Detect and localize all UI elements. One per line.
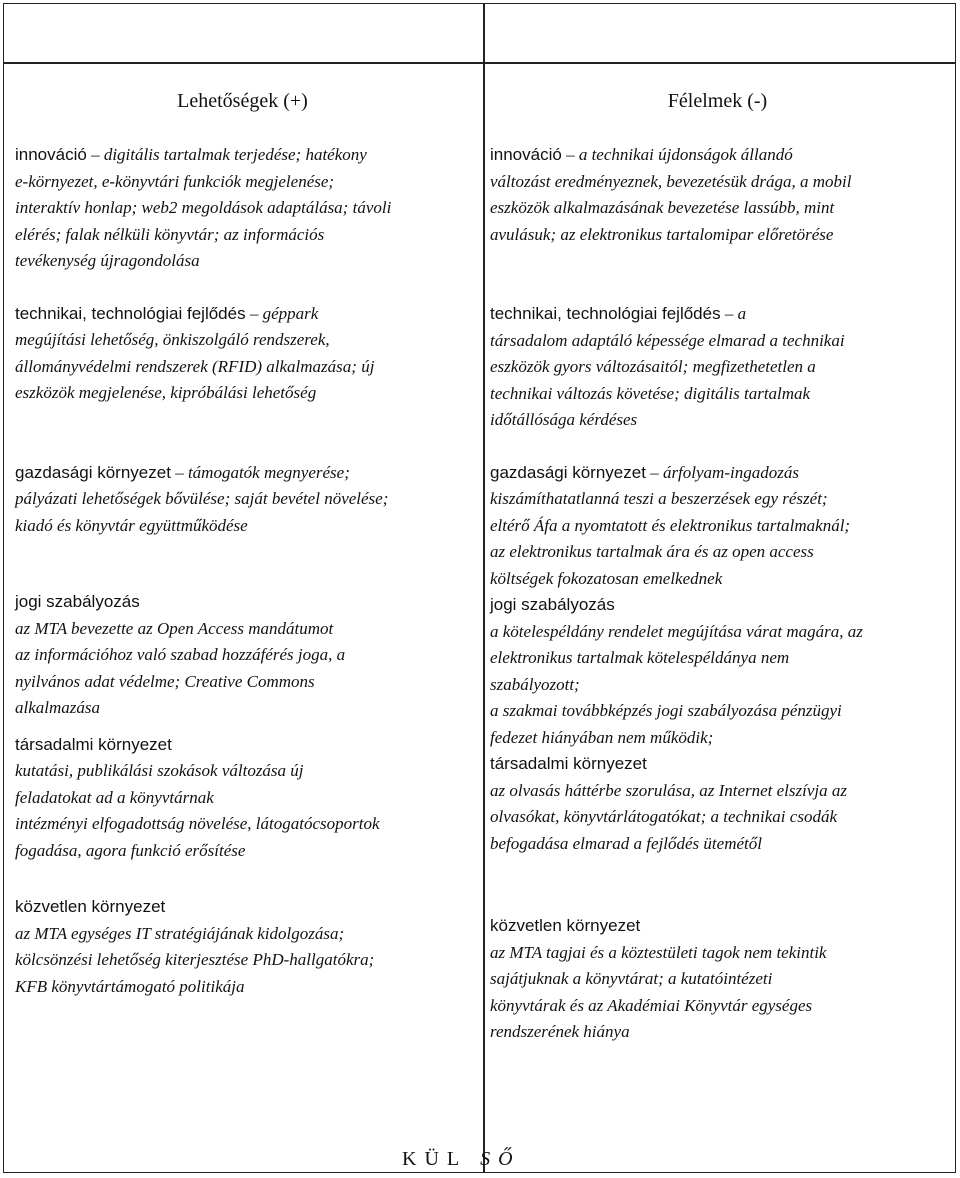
left-tech-keyword: technikai, technológiai fejlődés bbox=[15, 303, 246, 323]
right-kozv-block bbox=[490, 913, 945, 1046]
threats-title: Félelmek (-) bbox=[667, 90, 768, 112]
left-kozv-keyword: közvetlen környezet bbox=[15, 897, 166, 916]
left-kozv-line: kölcsönzési lehetőség kiterjesztése PhD-hallgatókra; bbox=[15, 950, 375, 969]
left-gazd-keyword: gazdasági környezet bbox=[15, 462, 171, 482]
right-gazd-block bbox=[490, 460, 945, 593]
right-gazd-line: az elektronikus tartalmak ára és az open access bbox=[490, 542, 814, 561]
right-kozv-line: könyvtárak és az Akadémiai Könyvtár egységes bbox=[490, 995, 813, 1015]
left-kozv-block bbox=[15, 894, 470, 1000]
right-tars-line: olvasókat, könyvtárlátogatókat; a technikai csodák bbox=[490, 807, 837, 826]
right-tars-line: az olvasás háttérbe szorulása, az Internet elszívja az bbox=[490, 780, 847, 800]
right-innovacio-line: eszközök alkalmazásának bevezetése lassúbb, mint bbox=[490, 198, 835, 217]
left-innovacio-keyword: innováció bbox=[15, 145, 87, 164]
left-gazd-block bbox=[15, 460, 470, 540]
right-jogi-block bbox=[490, 592, 945, 751]
right-jogi-line: elektronikus tartalmak kötelespéldánya nem bbox=[490, 648, 790, 667]
right-tech-line: időtállósága kérdéses bbox=[490, 410, 638, 429]
right-tech-line: technikai változás követése; digitális tartalmak bbox=[490, 383, 811, 403]
right-gazd-keyword: gazdasági környezet bbox=[490, 462, 646, 482]
left-gazd-line: pályázati lehetőségek bővülése; saját bevétel növelése; bbox=[15, 489, 389, 508]
right-tech-line: társadalom adaptáló képessége elmarad a technikai bbox=[490, 330, 845, 350]
left-tech-line: eszközök megjelenése, kipróbálási lehetőség bbox=[15, 383, 317, 402]
right-kozv-line: sajátjuknak a könyvtárat; a kutatóintézeti bbox=[490, 969, 773, 988]
left-innovacio-line: – digitális tartalmak terjedése; hatékony bbox=[86, 145, 367, 164]
footer-part1: KÜL bbox=[402, 1148, 468, 1170]
left-tars-line: fogadása, agora funkció erősítése bbox=[15, 840, 246, 860]
right-tech-keyword: technikai, technológiai fejlődés bbox=[490, 304, 721, 323]
column-divider bbox=[483, 4, 485, 1172]
right-tech-line: eszközök gyors változásaitól; megfizethetetlen a bbox=[490, 357, 816, 376]
right-innovacio-keyword: innováció bbox=[490, 145, 562, 164]
left-tech-line: állományvédelmi rendszerek (RFID) alkalmazása; új bbox=[15, 356, 375, 376]
left-kozv-line: KFB könyvtártámogató politikája bbox=[15, 976, 245, 996]
left-kozv-line: az MTA egységes IT stratégiájának kidolgozása; bbox=[15, 923, 345, 943]
right-tars-block bbox=[490, 751, 945, 857]
right-gazd-line: eltérő Áfa a nyomtatott és elektronikus tartalmaknál; bbox=[490, 515, 851, 535]
right-jogi-line: szabályozott; bbox=[490, 674, 580, 694]
right-innovacio-line: változást eredményeznek, bevezetésük drága, a mobil bbox=[490, 171, 852, 191]
left-jogi-keyword: jogi szabályozás bbox=[15, 592, 140, 611]
right-kozv-line: rendszerének hiánya bbox=[490, 1022, 630, 1041]
left-gazd-line: kiadó és könyvtár együttműködése bbox=[15, 515, 248, 535]
left-tech-block bbox=[15, 301, 470, 407]
left-jogi-line: az MTA bevezette az Open Access mandátumot bbox=[15, 618, 334, 638]
left-innovacio-line: tevékenység újragondolása bbox=[15, 251, 200, 270]
right-innovacio-line: avulásuk; az elektronikus tartalomipar előretörése bbox=[490, 224, 834, 244]
left-tech-line: – géppark bbox=[245, 303, 319, 323]
threats-column bbox=[490, 60, 945, 1046]
left-innovacio-line: interaktív honlap; web2 megoldások adaptálása; távoli bbox=[15, 198, 392, 217]
right-jogi-line: a kötelespéldány rendelet megújítása várat magára, az bbox=[490, 621, 863, 641]
right-gazd-line: kiszámíthatatlanná teszi a beszerzések egy részét; bbox=[490, 489, 828, 508]
left-tech-line: megújítási lehetőség, önkiszolgáló rendszerek, bbox=[15, 330, 330, 349]
left-gazd-line: – támogatók megnyerése; bbox=[170, 462, 350, 482]
left-jogi-line: nyilvános adat védelme; Creative Commons bbox=[15, 671, 315, 691]
right-tech-block bbox=[490, 301, 945, 434]
right-kozv-keyword: közvetlen környezet bbox=[490, 916, 641, 935]
left-tars-line: feladatokat ad a könyvtárnak bbox=[15, 787, 214, 807]
right-tars-keyword: társadalmi környezet bbox=[490, 754, 647, 773]
right-kozv-line: az MTA tagjai és a köztestületi tagok nem tekintik bbox=[490, 942, 827, 962]
left-tars-block bbox=[15, 732, 470, 865]
right-jogi-keyword: jogi szabályozás bbox=[490, 595, 615, 614]
right-innovacio-line: – a technikai újdonságok állandó bbox=[561, 145, 793, 164]
left-tars-keyword: társadalmi környezet bbox=[15, 734, 172, 754]
footer-label bbox=[402, 1148, 521, 1171]
opportunities-column bbox=[15, 60, 470, 1000]
left-tars-line: kutatási, publikálási szokások változása új bbox=[15, 761, 304, 780]
opportunities-title: Lehetőségek (+) bbox=[177, 90, 308, 112]
left-innovacio-line: e-környezet, e-könyvtári funkciók megjelenése; bbox=[15, 171, 335, 191]
left-jogi-block bbox=[15, 589, 470, 722]
right-innovacio-block bbox=[490, 142, 945, 248]
left-tars-line: intézményi elfogadottság növelése, látogatócsoportok bbox=[15, 814, 380, 833]
right-tech-line: – a bbox=[720, 304, 747, 323]
right-jogi-line: a szakmai továbbképzés jogi szabályozása pénzügyi bbox=[490, 701, 842, 720]
left-jogi-line: alkalmazása bbox=[15, 698, 100, 717]
right-gazd-line: költségek fokozatosan emelkednek bbox=[490, 568, 723, 588]
right-jogi-line: fedezet hiányában nem működik; bbox=[490, 727, 714, 747]
left-jogi-line: az információhoz való szabad hozzáférés joga, a bbox=[15, 645, 346, 664]
left-innovacio-block bbox=[15, 142, 470, 275]
right-gazd-line: – árfolyam-ingadozás bbox=[645, 462, 799, 482]
left-innovacio-line: elérés; falak nélküli könyvtár; az információs bbox=[15, 224, 325, 244]
right-tars-line: befogadása elmarad a fejlődés ütemétől bbox=[490, 833, 762, 853]
footer-part2: SŐ bbox=[480, 1148, 521, 1170]
